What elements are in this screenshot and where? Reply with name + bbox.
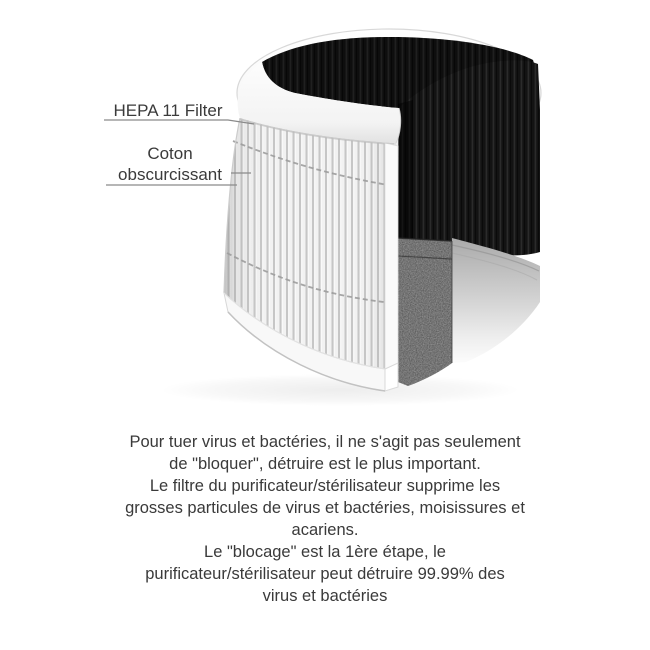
description-text xyxy=(0,431,650,607)
description-line: Le "blocage" est la 1ère étape, le xyxy=(204,543,446,561)
description-line: acariens. xyxy=(291,521,359,539)
coton-label-line1: Coton xyxy=(147,144,193,163)
foam-layer xyxy=(396,236,456,390)
description-line: grosses particules de virus et bactéries, moisissures et xyxy=(125,499,525,517)
description-line: Le filtre du purificateur/stérilisateur supprime les xyxy=(149,477,501,495)
description-line: purificateur/stérilisateur peut détruire 99.99% des xyxy=(145,565,505,583)
description-line: de "bloquer", détruire est le plus important. xyxy=(169,455,481,473)
hepa-filter-label: HEPA 11 Filter xyxy=(113,101,223,120)
hepa-cut-face xyxy=(385,143,398,378)
description-line: Pour tuer virus et bactéries, il ne s'agit pas seulement xyxy=(129,433,521,451)
coton-label-line2: obscurcissant xyxy=(118,165,222,184)
coton-obscurcissant-label xyxy=(106,143,234,185)
description-line: virus et bactéries xyxy=(262,587,388,605)
inner-floor xyxy=(452,238,540,363)
